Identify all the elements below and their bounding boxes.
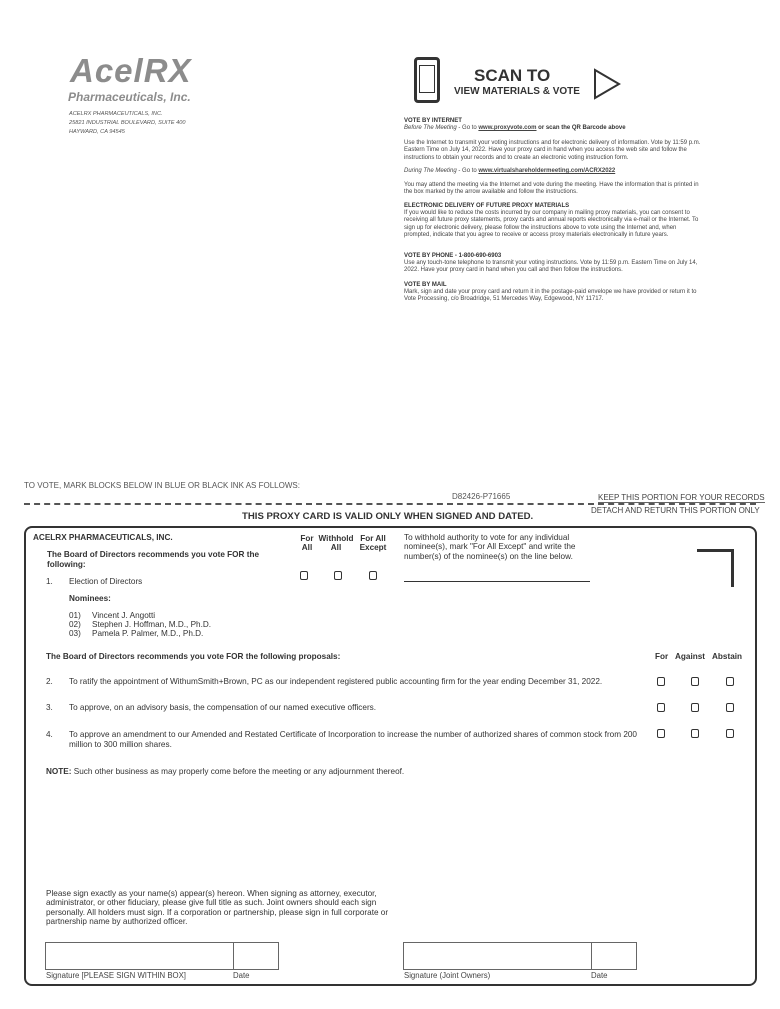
registration-corner-mark [697,549,734,587]
address-line-1: ACELRX PHARMACEUTICALS, INC. [69,111,163,117]
during-meeting-label: During The Meeting [404,168,457,174]
detach-portion-label: DETACH AND RETURN THIS PORTION ONLY [591,506,760,515]
col-against: Against [675,652,706,661]
joint-signature-label: Signature (Joint Owners) [404,971,491,980]
electronic-delivery-heading: ELECTRONIC DELIVERY OF FUTURE PROXY MATERIALS [404,203,570,209]
valid-notice: THIS PROXY CARD IS VALID ONLY WHEN SIGNED AND DATED. [242,511,534,522]
checkbox-proposal-4-against[interactable] [691,729,699,738]
before-meeting-label: Before The Meeting [404,125,457,132]
checkbox-proposal-3-abstain[interactable] [726,703,734,712]
checkbox-proposal-3-for[interactable] [657,703,665,712]
except-nominee-line[interactable] [404,581,590,582]
during-meeting-body: You may attend the meeting via the Internet and vote during the meeting. Have the information that is printed in the box marked by the arrow available and follow the instructions. [404,182,699,196]
nominee-name: Vincent J. Angotti [92,611,156,620]
nominee-name: Stephen J. Hoffman, M.D., Ph.D. [92,620,212,629]
proposal-text: To ratify the appointment of WithumSmith+Brown, PC as our independent registered public accounting firm for the year ending December 31, 2022. [69,677,603,686]
note-label: NOTE: [46,767,72,776]
vote-internet-section [404,118,704,133]
date-box[interactable] [233,942,279,970]
checkbox-proposal-2-against[interactable] [691,677,699,686]
date-label: Date [233,971,250,980]
proposal-text: To approve, on an advisory basis, the compensation of our named executive officers. [69,703,377,712]
checkbox-withhold-all[interactable] [334,571,342,580]
checkbox-for-all-except[interactable] [369,571,377,580]
nominees-label: Nominees: [69,594,111,603]
note-text: Such other business as may properly come before the meeting or any adjournment thereof. [71,767,405,776]
signature-box[interactable] [45,942,234,970]
detach-line [24,503,594,505]
col-for: For [655,652,669,661]
vote-internet-heading: VOTE BY INTERNET [404,118,462,124]
checkbox-for-all[interactable] [300,571,308,580]
joint-date-box[interactable] [591,942,637,970]
vote-mail-heading: VOTE BY MAIL [404,282,447,288]
vote-phone-body: Use any touch-tone telephone to transmit your voting instructions. Vote by 11:59 p.m. Eastern Time on July 14, 2022. Have your proxy card in hand when you call and then follow the instructions. [404,260,698,274]
company-logo-subtitle: Pharmaceuticals, Inc. [68,90,191,104]
proposal-number: 2. [46,677,53,686]
qr-text: or scan the QR Barcode above [536,125,626,132]
board-recommendation-proposals: The Board of Directors recommends you vote FOR the following proposals: [46,652,341,661]
item-1-text: Election of Directors [69,577,143,586]
address-line-2: 25821 INDUSTRIAL BOULEVARD, SUITE 400 [69,120,186,126]
board-recommendation-directors: The Board of Directors recommends you vote FOR the following: [47,550,260,569]
item-1-number: 1. [46,577,53,586]
play-arrow-icon [593,68,621,100]
phone-icon [414,57,440,103]
proposal-number: 3. [46,703,53,712]
joint-signature-box[interactable] [403,942,592,970]
electronic-delivery-body: If you would like to reduce the costs incurred by our company in mailing proxy materials, you can consent to receiving all future proxy statements, proxy cards and annual reports electronically via e-mail or the Internet. To sign up for electronic delivery, please follow the instructions above to vote using the Internet and, when prompted, indicate that you agree to receive or access proxy materials electronically in future years. [404,210,699,239]
note [46,767,404,776]
during-meeting-section [404,168,704,175]
checkbox-proposal-3-against[interactable] [691,703,699,712]
proposal-text: To approve an amendment to our Amended and Restated Certificate of Incorporation to increase the number of authorized shares of common stock from 200 million to 300 million shares. [69,730,637,749]
withhold-instructions: To withhold authority to vote for any individual nominee(s), mark "For All Except" and write the number(s) of the nominee(s) on the line below. [404,533,576,561]
checkbox-proposal-4-abstain[interactable] [726,729,734,738]
during-goto-text: - Go to [456,168,479,174]
nominee-name: Pamela P. Palmer, M.D., Ph.D. [92,629,204,638]
address-line-3: HAYWARD, CA 94545 [69,129,125,135]
signature-label: Signature [PLEASE SIGN WITHIN BOX] [46,971,186,980]
col-abstain: Abstain [712,652,743,661]
virtual-meeting-link[interactable]: www.virtualshareholdermeeting.com/ACRX2022 [478,168,616,174]
vote-phone-heading: VOTE BY PHONE - 1-800-690-6903 [404,253,502,259]
control-code: D82426-P71665 [452,492,511,501]
nominee-num: 02) [69,620,81,629]
goto-text: - Go to [456,125,479,132]
internet-body: Use the Internet to transmit your voting instructions and for electronic delivery of information. Vote by 11:59 p.m. Eastern Time on July 14, 2022. Have your proxy card in hand when you access the web site and follow the instructions to obtain your records and to create an electronic voting instruction form. [404,140,701,161]
proxyvote-link[interactable]: www.proxyvote.com [478,125,537,132]
checkbox-proposal-2-for[interactable] [657,677,665,686]
card-company-name: ACELRX PHARMACEUTICALS, INC. [33,533,173,542]
scan-title: SCAN TO [474,66,551,85]
keep-portion-label: KEEP THIS PORTION FOR YOUR RECORDS [598,493,765,502]
detach-line-right [598,503,756,505]
col-for-all-except: For All Except [359,534,387,552]
nominee-num: 01) [69,611,81,620]
scan-subtitle: VIEW MATERIALS & VOTE [454,86,580,97]
company-logo: AcelRX [70,52,192,89]
nominee-num: 03) [69,629,81,638]
to-vote-instructions: TO VOTE, MARK BLOCKS BELOW IN BLUE OR BLACK INK AS FOLLOWS: [24,481,300,490]
col-for-all: For All [300,534,314,552]
vote-mail-body: Mark, sign and date your proxy card and return it in the postage-paid envelope we have provided or return it to Vote Processing, c/o Broadridge, 51 Mercedes Way, Edgewood, NY 11717. [404,289,697,303]
signing-instructions: Please sign exactly as your name(s) appear(s) hereon. When signing as attorney, executor, administrator, or other fiduciary, please give full title as such. Joint owners should each sign personally. All holders must sign. If a corporation or partnership, please sign in full corporate or partnership name by authorized officer. [46,889,389,927]
checkbox-proposal-4-for[interactable] [657,729,665,738]
proposal-number: 4. [46,730,53,739]
checkbox-proposal-2-abstain[interactable] [726,677,734,686]
col-withhold-all: Withhold All [318,534,354,552]
joint-date-label: Date [591,971,608,980]
